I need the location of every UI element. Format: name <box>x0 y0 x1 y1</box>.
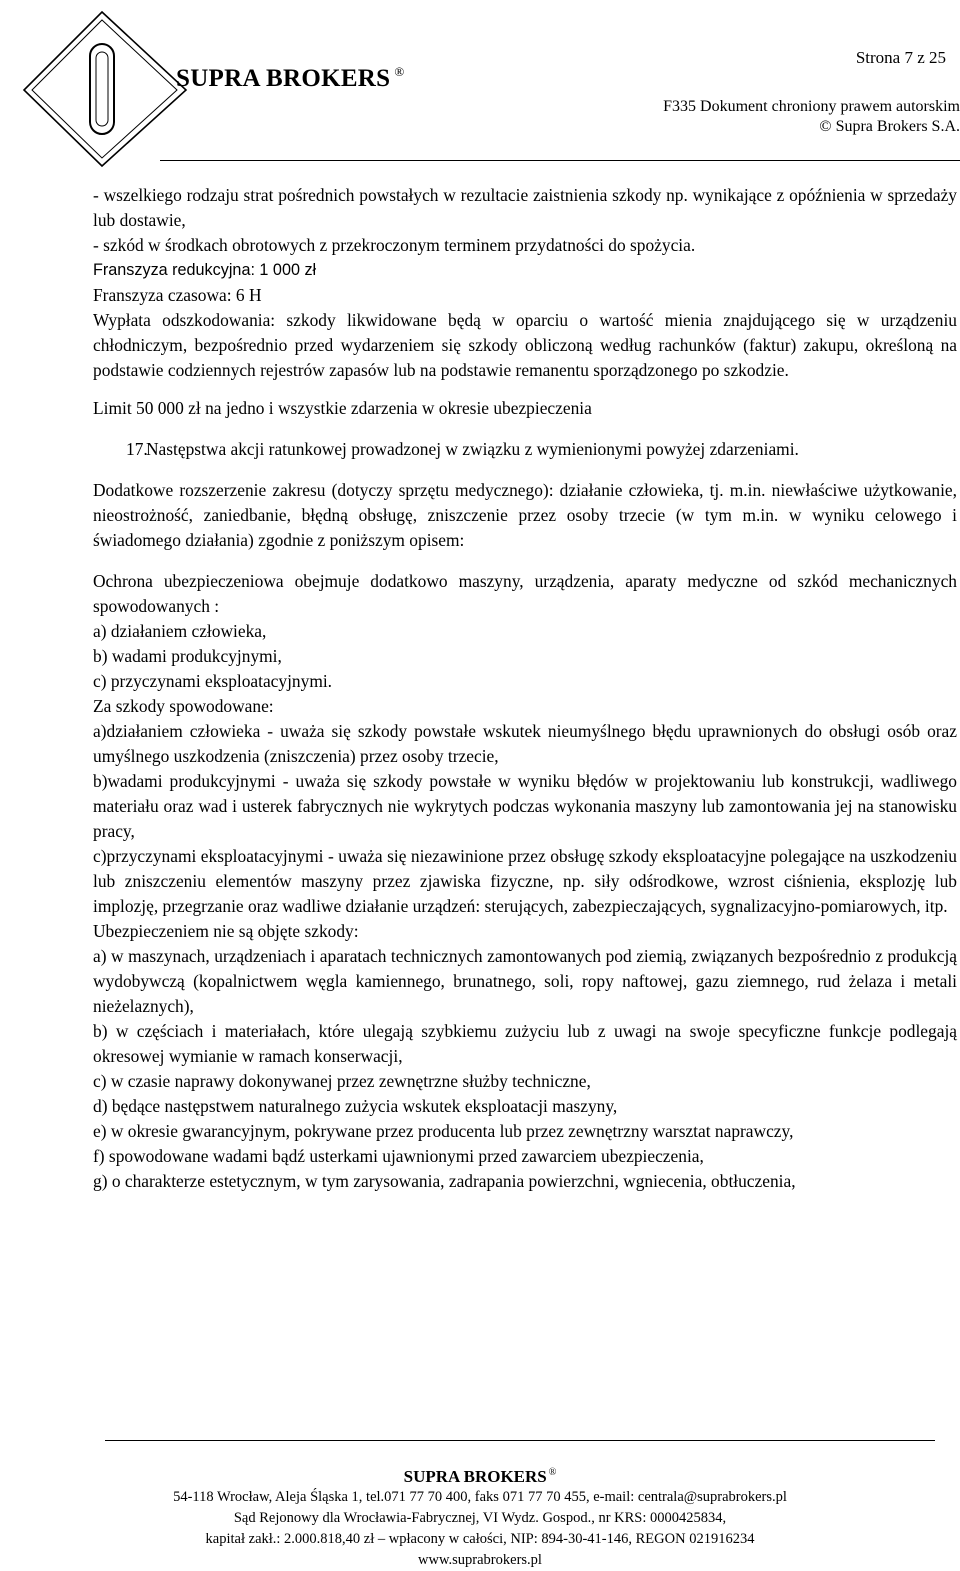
footer-court-registration: Sąd Rejonowy dla Wrocławia-Fabrycznej, VI Wydz. Gospod., nr KRS: 0000425834, <box>233 1510 727 1526</box>
caused-damages-heading: Za szkody spowodowane: <box>93 696 274 716</box>
extension-paragraph: Dodatkowe rozszerzenie zakresu (dotyczy sprzętu medycznego): działanie człowieka, tj. m.in. niewłaściwe użytkowanie, nieostrożność, zaniedbanie, błędną obsługę, zniszczenie przez osoby trzecie (w tym m.in. w wyniku celowego i świadomego działania) zgodnie z poniższym opisem: <box>93 480 957 550</box>
registered-mark: ® <box>394 64 405 79</box>
definition-human: a)działaniem człowieka - uważa się szkody powstałe wskutek nieumyślnego błędu uprawnionych do obsługi osób oraz umyślnego uszkodzenia (zniszczenia) przez osoby trzecie, <box>93 721 957 766</box>
cause-human: a) działaniem człowieka, <box>93 621 267 641</box>
protection-paragraph: Ochrona ubezpieczeniowa obejmuje dodatkowo maszyny, urządzenia, aparaty medyczne od szkód mechanicznych spowodowanych : <box>93 571 957 616</box>
exclusion-e: e) w okresie gwarancyjnym, pokrywane przez producenta lub przez zewnętrzny warsztat naprawczy, <box>93 1121 794 1141</box>
page-footer <box>0 1462 960 1571</box>
exclusion-indirect-losses: - wszelkiego rodzaju strat pośrednich powstałych w rezultacie zaistnienia szkody np. wynikające z opóźnienia w sprzedaży lub dostawie, <box>93 185 957 230</box>
definition-production: b)wadami produkcyjnymi - uważa się szkody powstałe w wyniku błędów w projektowaniu lub konstrukcji, wadliwego materiału oraz wad i usterek fabrycznych nie wykrytych podczas wykonania maszyny lub zamontowania jej na stanowisku pracy, <box>93 771 957 841</box>
exclusion-g: g) o charakterze estetycznym, w tym zarysowania, zadrapania powierzchni, wgniecenia, obtłuczenia, <box>93 1171 796 1191</box>
footer-address: 54-118 Wrocław, Aleja Śląska 1, tel.071 77 70 400, faks 071 77 70 455, e-mail: centrala@suprabrokers.pl <box>173 1489 787 1505</box>
footer-website: www.suprabrokers.pl <box>418 1552 542 1568</box>
header-brand <box>176 64 405 93</box>
header-brand-name: SUPRA BROKERS <box>176 65 391 92</box>
exclusions-heading: Ubezpieczeniem nie są objęte szkody: <box>93 921 359 941</box>
exclusion-d: d) będące następstwem naturalnego zużycia wskutek eksploatacji maszyny, <box>93 1096 618 1116</box>
coverage-limit: Limit 50 000 zł na jedno i wszystkie zdarzenia w okresie ubezpieczenia <box>93 398 592 418</box>
exclusion-a: a) w maszynach, urządzeniach i aparatach technicznych zamontowanych pod ziemią, związanych bezpośrednio z produkcją wydobywczą (kopalnictwem węgla kamiennego, brunatnego, soli, ropy naftowej, gazu ziemnego, rud żelaza i metali nieżelaznych), <box>93 946 957 1016</box>
list-item-number: 17. <box>126 439 148 459</box>
copyright-holder: © Supra Brokers S.A. <box>819 118 960 135</box>
list-item-text: Następstwa akcji ratunkowej prowadzonej w związku z wymienionymi powyżej zdarzeniami. <box>146 439 799 459</box>
exclusion-expired-goods: - szkód w środkach obrotowych z przekroczonym terminem przydatności do spożycia. <box>93 235 696 255</box>
document-info <box>560 97 960 137</box>
deductible-reduction: Franszyza redukcyjna: 1 000 zł <box>93 261 317 279</box>
exclusion-f: f) spowodowane wadami bądź usterkami ujawnionymi przed zawarciem ubezpieczenia, <box>93 1146 704 1166</box>
cause-production: b) wadami produkcyjnymi, <box>93 646 282 666</box>
copyright-notice: F335 Dokument chroniony prawem autorskim <box>663 98 960 115</box>
deductible-time: Franszyza czasowa: 6 H <box>93 285 262 305</box>
footer-brand-name: SUPRA BROKERS <box>403 1467 547 1486</box>
footer-registered-mark: ® <box>548 1467 557 1478</box>
cause-operational: c) przyczynami eksploatacyjnymi. <box>93 671 333 691</box>
document-body <box>93 183 957 1194</box>
compensation-payout: Wypłata odszkodowania: szkody likwidowane będą w oparciu o wartość mienia znajdującego się w urządzeniu chłodniczym, bezpośrednio przed wydarzeniem się szkody obliczoną według rachunków (faktur) zakupu, określoną na podstawie codziennych rejestrów zapasów lub na podstawie remanentu sporządzonego po szkodzie. <box>93 310 957 380</box>
header-divider <box>160 160 960 161</box>
exclusion-b: b) w częściach i materiałach, które ulegają szybkiemu zużyciu lub z uwagi na swoje specyficzne funkcje podlegają okresowej wymianie w ramach konserwacji, <box>93 1021 957 1066</box>
supra-brokers-logo <box>20 8 200 168</box>
definition-operational: c)przyczynami eksploatacyjnymi - uważa się niezawinione przez obsługę szkody eksploatacyjne polegające na uszkodzeniu lub zniszczeniu elementów maszyny przez zjawiska fizyczne, np. siły odśrodkowe, wzrost ciśnienia, eksplozję lub implozję, przegrzanie oraz wadliwe działanie urządzeń: sterujących, zabezpieczających, sygnalizacyjno-pomiarowych, itp. <box>93 846 957 916</box>
footer-divider <box>105 1440 935 1441</box>
footer-capital-tax-ids: kapitał zakł.: 2.000.818,40 zł – wpłacony w całości, NIP: 894-30-41-146, REGON 021916234 <box>205 1531 755 1547</box>
footer-brand <box>0 1462 960 1487</box>
page-number: Strona 7 z 25 <box>855 48 946 67</box>
list-item-17 <box>126 437 957 462</box>
exclusion-c: c) w czasie naprawy dokonywanej przez zewnętrzne służby techniczne, <box>93 1071 591 1091</box>
